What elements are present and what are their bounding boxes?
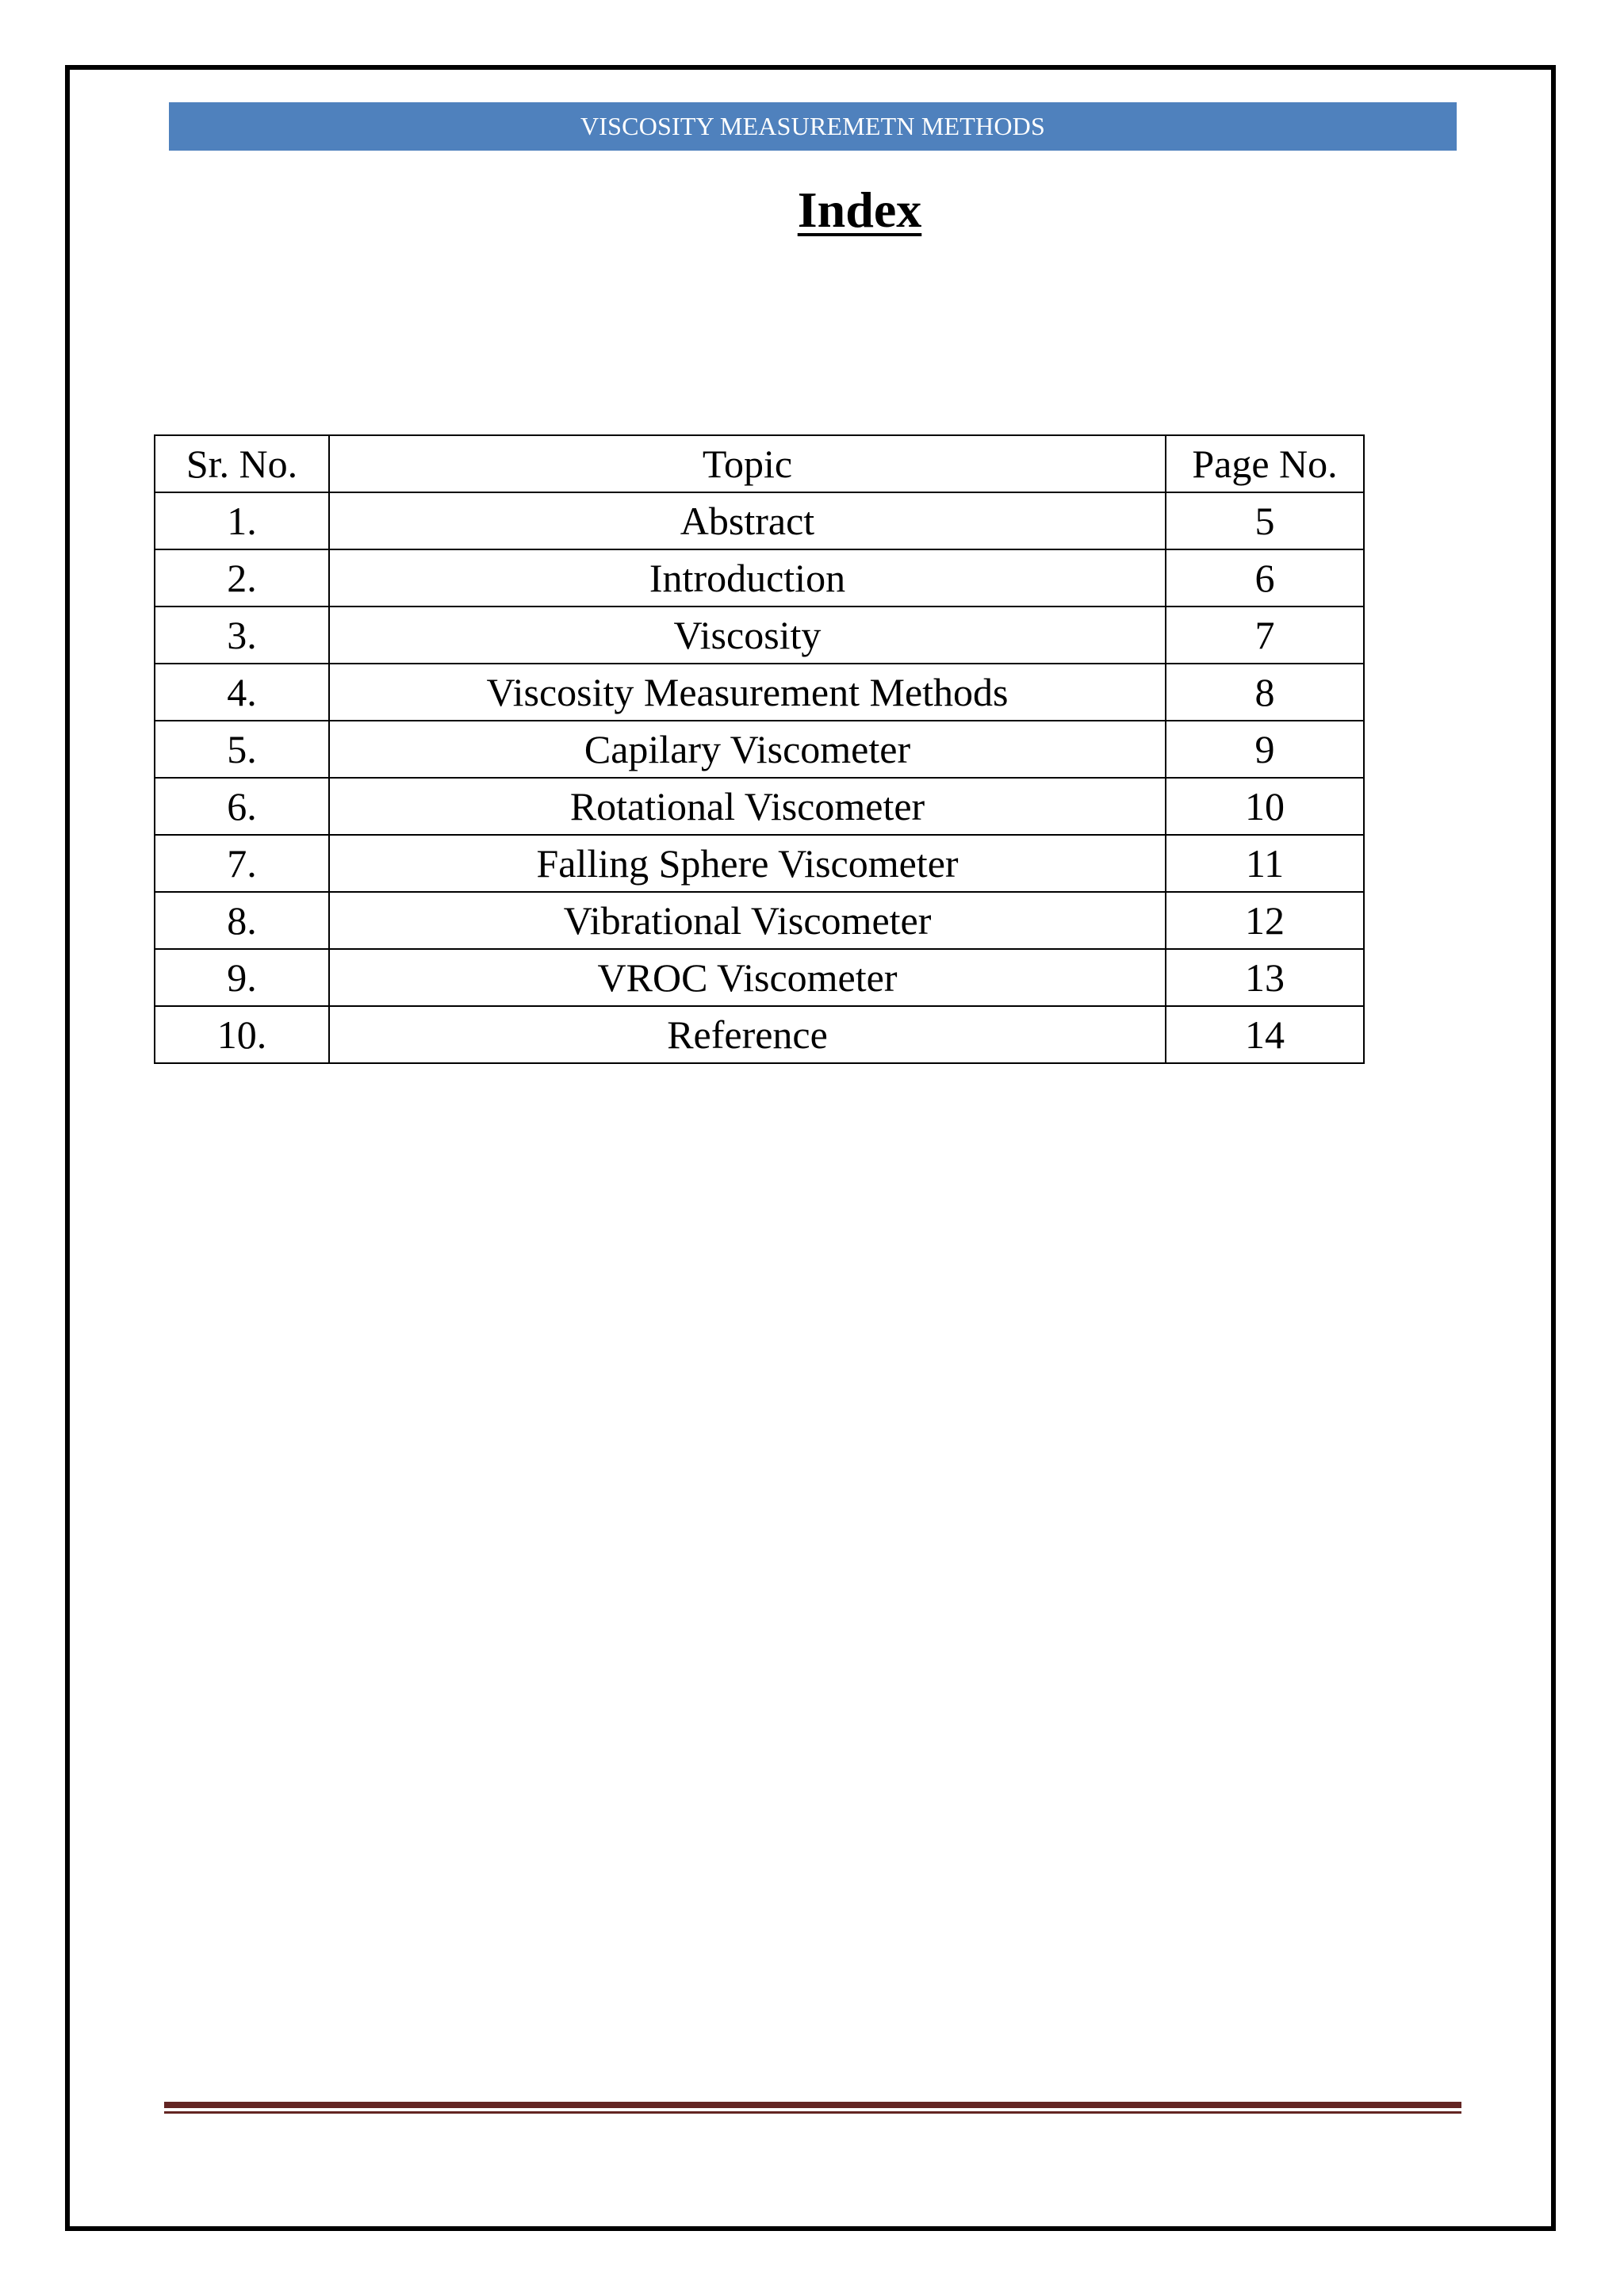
topic-cell: Falling Sphere Viscometer xyxy=(329,835,1166,892)
column-header-sr-no: Sr. No. xyxy=(155,435,329,492)
footer-rule xyxy=(164,2102,1461,2108)
sr-no-cell: 6. xyxy=(155,778,329,835)
table-row xyxy=(155,549,1364,607)
sr-no-cell: 10. xyxy=(155,1006,329,1063)
page-no-cell: 5 xyxy=(1166,492,1364,549)
topic-cell: Viscosity xyxy=(329,607,1166,664)
page-no-cell: 13 xyxy=(1166,949,1364,1006)
table-row xyxy=(155,492,1364,549)
column-header-topic: Topic xyxy=(329,435,1166,492)
topic-cell: Rotational Viscometer xyxy=(329,778,1166,835)
table-row xyxy=(155,1006,1364,1063)
page-title: Index xyxy=(797,182,922,238)
sr-no-cell: 1. xyxy=(155,492,329,549)
page-no-cell: 7 xyxy=(1166,607,1364,664)
page-border xyxy=(65,65,1556,2231)
sr-no-cell: 7. xyxy=(155,835,329,892)
sr-no-cell: 8. xyxy=(155,892,329,949)
topic-cell: Capilary Viscometer xyxy=(329,721,1166,778)
table-row xyxy=(155,949,1364,1006)
footer-rule-thin xyxy=(164,2111,1461,2114)
column-header-page-no: Page No. xyxy=(1166,435,1364,492)
index-table xyxy=(154,434,1365,1064)
running-header: VISCOSITY MEASUREMETN METHODS xyxy=(169,102,1457,151)
table-row xyxy=(155,892,1364,949)
page-no-cell: 6 xyxy=(1166,549,1364,607)
table-header-row xyxy=(155,435,1364,492)
sr-no-cell: 4. xyxy=(155,664,329,721)
table-row xyxy=(155,664,1364,721)
sr-no-cell: 3. xyxy=(155,607,329,664)
table-row xyxy=(155,607,1364,664)
topic-cell: Viscosity Measurement Methods xyxy=(329,664,1166,721)
page-no-cell: 12 xyxy=(1166,892,1364,949)
page-no-cell: 8 xyxy=(1166,664,1364,721)
sr-no-cell: 9. xyxy=(155,949,329,1006)
table-row xyxy=(155,778,1364,835)
topic-cell: Vibrational Viscometer xyxy=(329,892,1166,949)
topic-cell: VROC Viscometer xyxy=(329,949,1166,1006)
table-row xyxy=(155,835,1364,892)
sr-no-cell: 5. xyxy=(155,721,329,778)
page-no-cell: 14 xyxy=(1166,1006,1364,1063)
sr-no-cell: 2. xyxy=(155,549,329,607)
page-no-cell: 10 xyxy=(1166,778,1364,835)
table-row xyxy=(155,721,1364,778)
page-no-cell: 11 xyxy=(1166,835,1364,892)
topic-cell: Reference xyxy=(329,1006,1166,1063)
page-no-cell: 9 xyxy=(1166,721,1364,778)
topic-cell: Abstract xyxy=(329,492,1166,549)
topic-cell: Introduction xyxy=(329,549,1166,607)
